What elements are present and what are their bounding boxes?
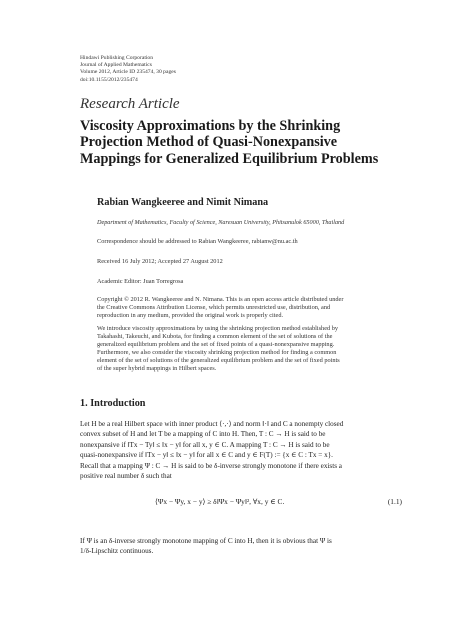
equation-formula: ⟨Ψx − Ψy, x − y⟩ ≥ δ‖Ψx − Ψy‖², ∀x, y ∈ C. — [155, 497, 285, 506]
abstract-line: of the super hybrid mappings in Hilbert spaces. — [97, 364, 217, 372]
journal-header — [80, 55, 176, 84]
article-type: Research Article — [80, 96, 180, 112]
equation-1-1 — [80, 497, 402, 511]
abstract-line: Furthermore, we also consider the viscosity shrinking projection method for finding a common — [97, 348, 337, 356]
section-title: 1. Introduction — [80, 398, 146, 409]
intro-line: convex subset of H and let T be a mapping of C into H. Then, T : C → H is said to be — [80, 430, 326, 439]
abstract — [97, 325, 405, 372]
header-line: Journal of Applied Mathematics — [80, 62, 152, 69]
abstract-line: We introduce viscosity approximations by using the shrinking projection method established by — [97, 325, 339, 332]
intro-line: Let H be a real Hilbert space with inner product ⟨·,·⟩ and norm ‖·‖ and C a nonempty closed — [80, 420, 344, 428]
title-line: Viscosity Approximations by the Shrinking — [80, 118, 341, 134]
header-line: Hindawi Publishing Corporation — [80, 55, 154, 61]
intro-line: nonexpansive if ‖Tx − Ty‖ ≤ ‖x − y‖ for all x, y ∈ C. A mapping T : C → H is said to be — [80, 440, 330, 449]
paper-title — [80, 118, 410, 167]
intro-line: positive real number δ such that — [80, 472, 172, 481]
intro-paragraph — [80, 419, 402, 481]
title-line: Projection Method of Quasi-Nonexpansive — [80, 134, 338, 151]
header-line: doi:10.1155/2012/235474 — [80, 76, 138, 83]
copyright-line: Copyright © 2012 R. Wangkeeree and N. Nimana. This is an open access article distributed under — [97, 296, 344, 303]
header-line: Volume 2012, Article ID 235474, 30 pages — [80, 69, 176, 76]
dates: Received 16 July 2012; Accepted 27 August 2012 — [97, 258, 223, 265]
copyright-notice — [97, 296, 405, 320]
affiliation: Department of Mathematics, Faculty of Science, Naresuan University, Phitsanulok 65000, Thailand — [97, 219, 345, 226]
intro-line: Recall that a mapping Ψ : C → H is said to be δ-inverse strongly monotone if there exists a — [80, 461, 342, 470]
equation-number: (1.1) — [387, 497, 402, 506]
correspondence: Correspondence should be addressed to Rabian Wangkeeree, rabianw@nu.ac.th — [97, 238, 298, 245]
copyright-line: reproduction in any medium, provided the original work is properly cited. — [97, 311, 284, 319]
copyright-line: the Creative Commons Attribution License, which permits unrestricted use, distribution, and — [97, 303, 331, 311]
body-line: If Ψ is an δ-inverse strongly monotone mapping of C into H, then it is obvious that Ψ is — [80, 537, 332, 545]
intro-line: quasi-nonexpansive if ‖Tx − y‖ ≤ ‖x − y‖ for all x ∈ C and y ∈ F(T) := {x ∈ C : Tx = x}. — [80, 451, 333, 460]
academic-editor: Academic Editor: Juan Torregrosa — [97, 278, 184, 285]
abstract-line: Takahashi, Takeuchi, and Kubota, for finding a common element of the set of solutions of the — [97, 332, 333, 340]
abstract-line: element of the set of solutions of the generalized equilibrium problem and the set of fixed points — [97, 356, 340, 364]
after-equation-paragraph — [80, 536, 402, 557]
authors: Rabian Wangkeeree and Nimit Nimana — [97, 197, 269, 208]
title-line: Mappings for Generalized Equilibrium Problems — [80, 150, 379, 167]
abstract-line: generalized equilibrium problem and the set of fixed points of a quasi-nonexpansive mapping. — [97, 340, 335, 348]
body-line: 1/δ-Lipschitz continuous. — [80, 547, 154, 556]
